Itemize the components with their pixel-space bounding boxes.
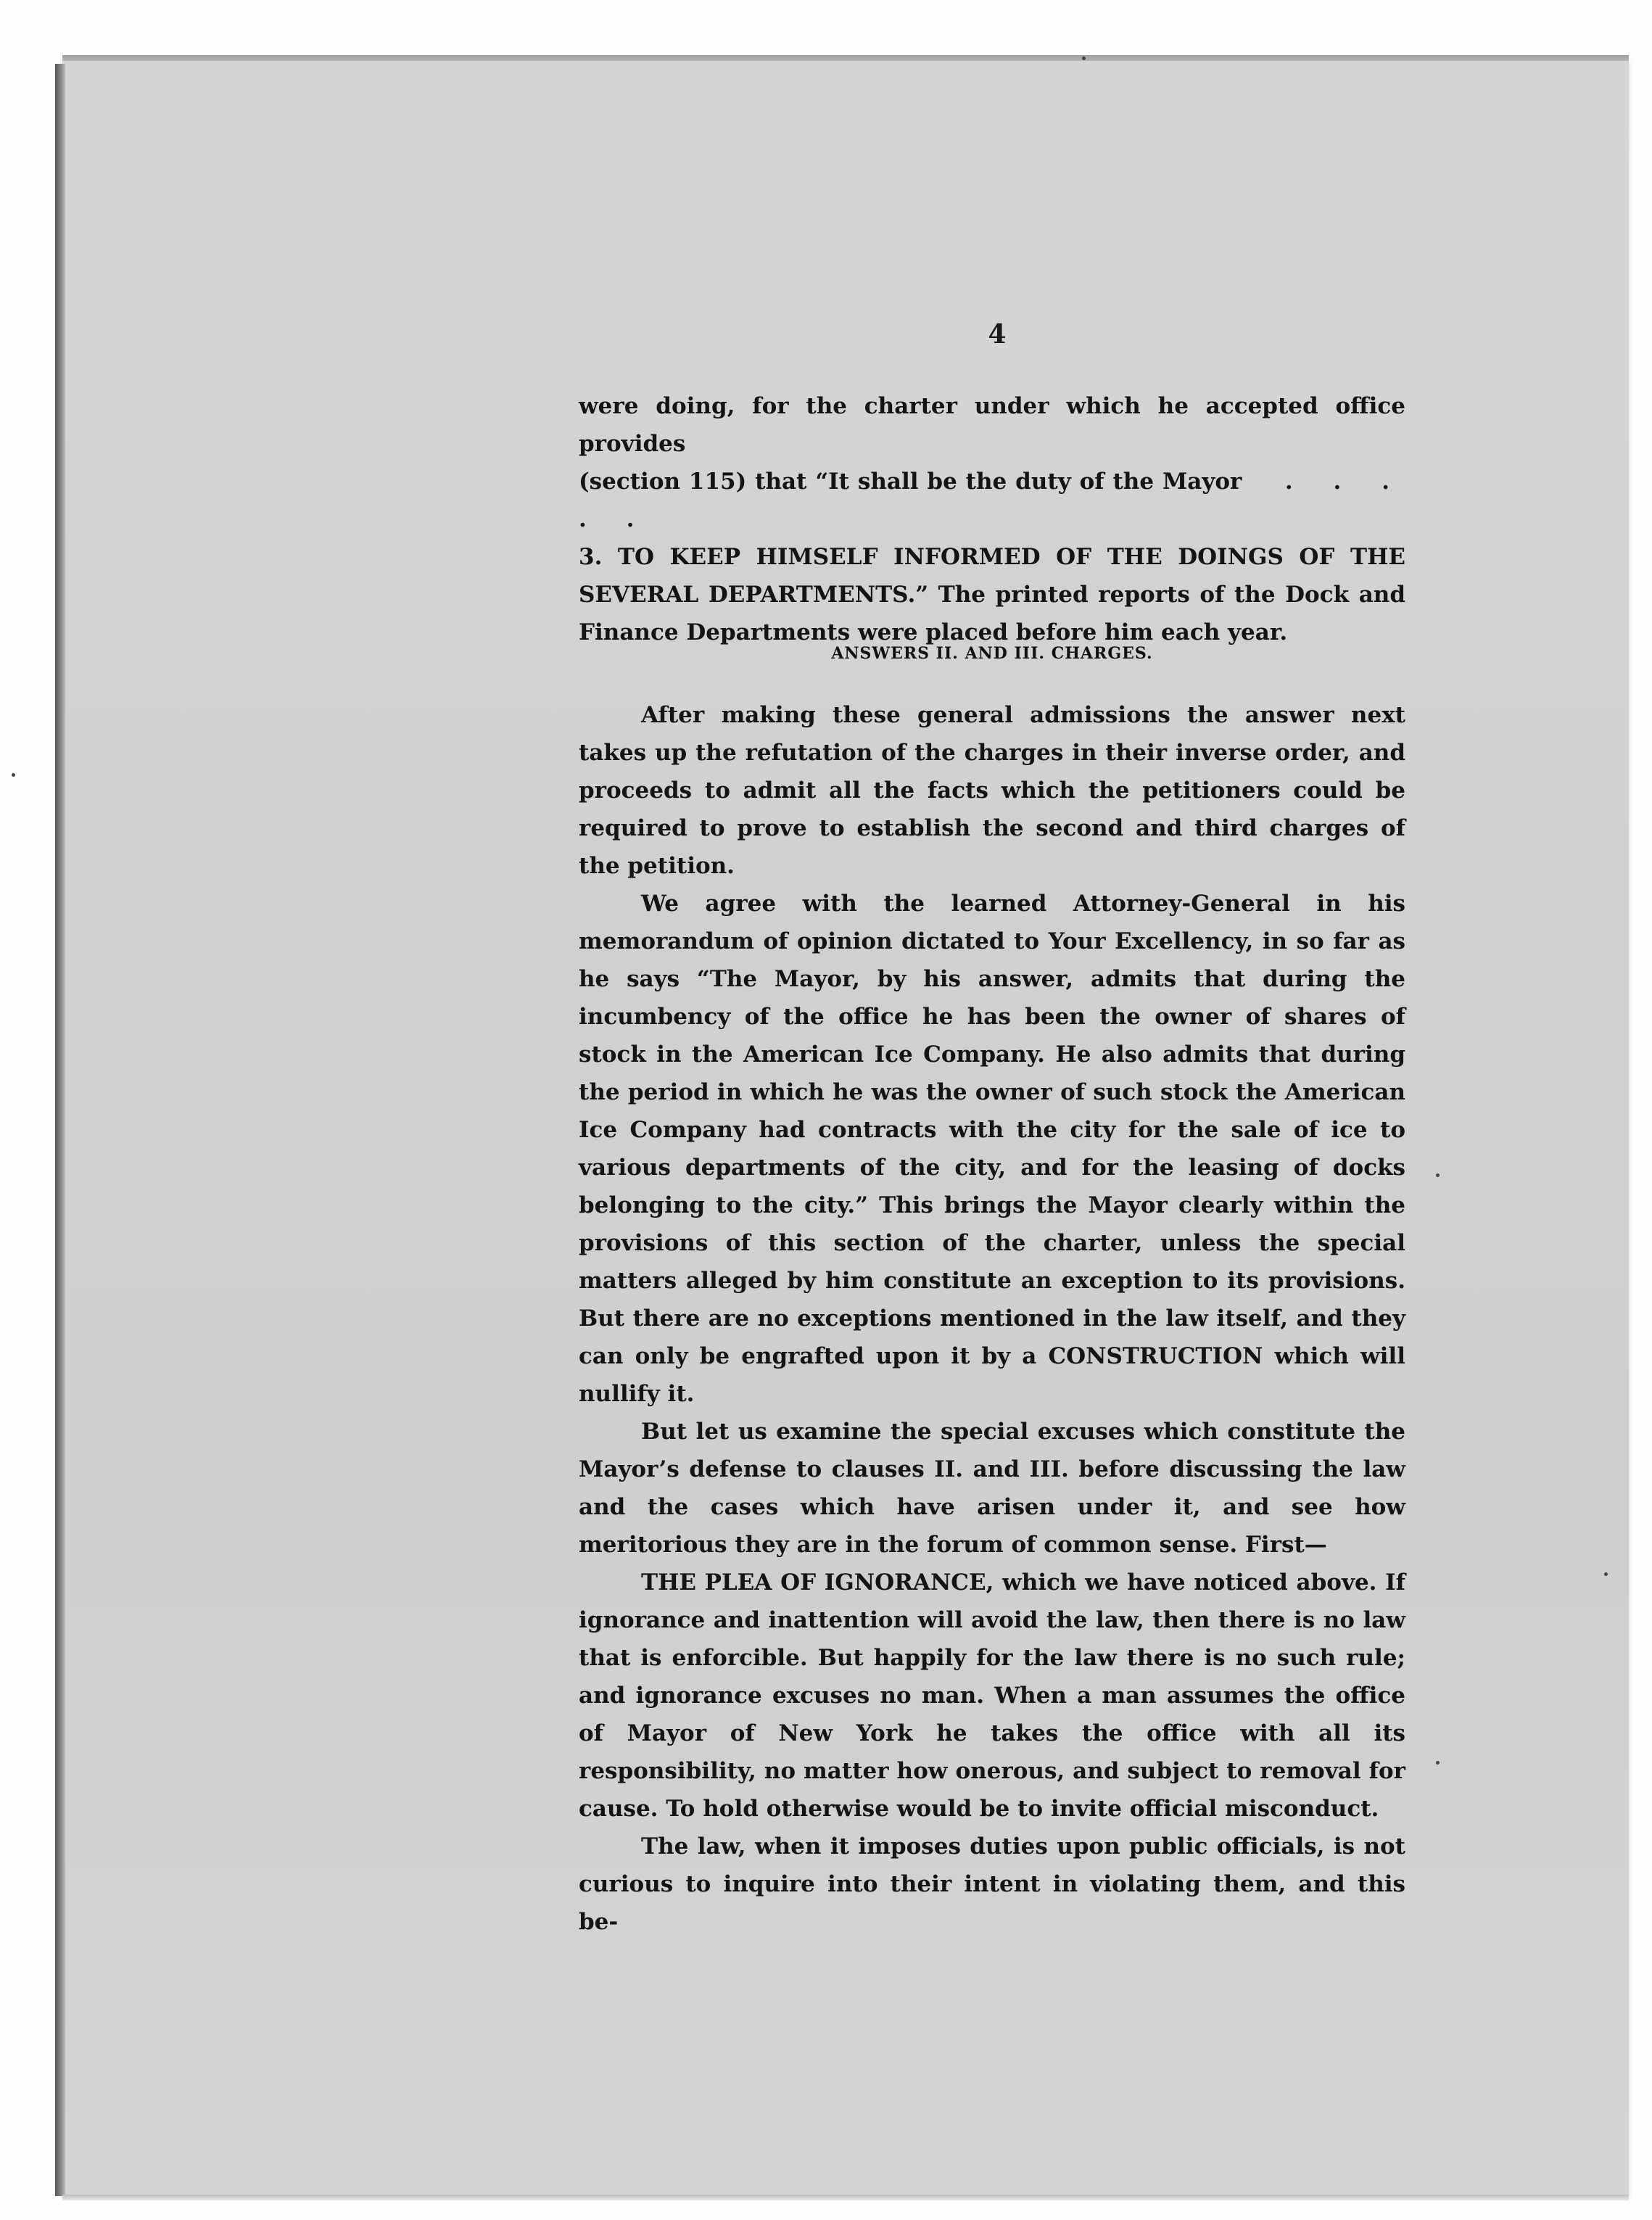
charter-quote-start: (section 115) that “It shall be the duty of the Mayor — [579, 469, 1242, 495]
scan-speck — [1082, 57, 1086, 60]
section-heading: ANSWERS II. AND III. CHARGES. — [831, 644, 1153, 663]
continuation-line-2 — [579, 463, 1405, 538]
paragraph: THE PLEA OF IGNORANCE, which we have noticed above. If ignorance and inattention will avoid the law, then there is no law that is enforcible. But happily for the law there is no such rule; and ignorance excuses no man. When a man assumes the office of Mayor of New York he takes the office with all its responsibility, no matter how onerous, and subject to removal for cause. To hold otherwise would be to invite official misconduct. — [579, 1569, 1405, 1822]
paragraph: We agree with the learned Attorney-General in his memorandum of opinion dictated to Your Excellency, in so far as he says “The Mayor, by his answer, admits that during the incumbency of the office he has been the owner of shares of stock in the American Ice Company. He also admits that during the period in which he was the owner of such stock the American Ice Company had contracts with the city for the sale of ice to various departments of the city, and for the leasing of docks belonging to the city.” This brings the Mayor clearly within the provisions of this section of the charter, unless the special matters alleged by him constitute an exception to its provisions. But there are no exceptions mentioned in the law itself, and they can only be engrafted upon it by a CONSTRUCTION which will nullify it. — [579, 891, 1405, 1407]
continuation-rest: 3. TO KEEP HIMSELF INFORMED OF THE DOINGS OF THE SEVERAL DEPARTMENTS.” The printed reports of the Dock and Finance Departments were placed before him each year. — [579, 544, 1405, 645]
paragraph: The law, when it imposes duties upon public officials, is not curious to inquire into their intent in violating them, and this be- — [579, 1833, 1405, 1935]
page-number: 4 — [988, 319, 1007, 350]
sheet-left-edge — [55, 64, 65, 2196]
scan-speck — [12, 773, 15, 777]
scan-speck — [1436, 1173, 1440, 1177]
sheet-bottom-edge — [62, 2195, 1629, 2200]
paragraph: But let us examine the special excuses which constitute the Mayor’s defense to clauses II. and III. before discussing the law and the cases which have arisen under it, and see how meritorious they are in the forum of common sense. First— — [579, 1419, 1405, 1558]
continuation-line-1: were doing, for the charter under which he accepted office provides — [579, 393, 1405, 457]
continuation-block — [579, 387, 1405, 651]
paragraph: After making these general admissions the answer next takes up the refutation of the charges in their inverse order, and proceeds to admit all the facts which the petitioners could be required to prove to establish the second and third charges of the petition. — [579, 702, 1405, 879]
scan-speck — [1604, 1572, 1608, 1576]
ellipsis-dots: . . . . . — [579, 469, 1405, 532]
scan-speck — [1436, 1761, 1440, 1765]
body-text — [579, 696, 1405, 1941]
